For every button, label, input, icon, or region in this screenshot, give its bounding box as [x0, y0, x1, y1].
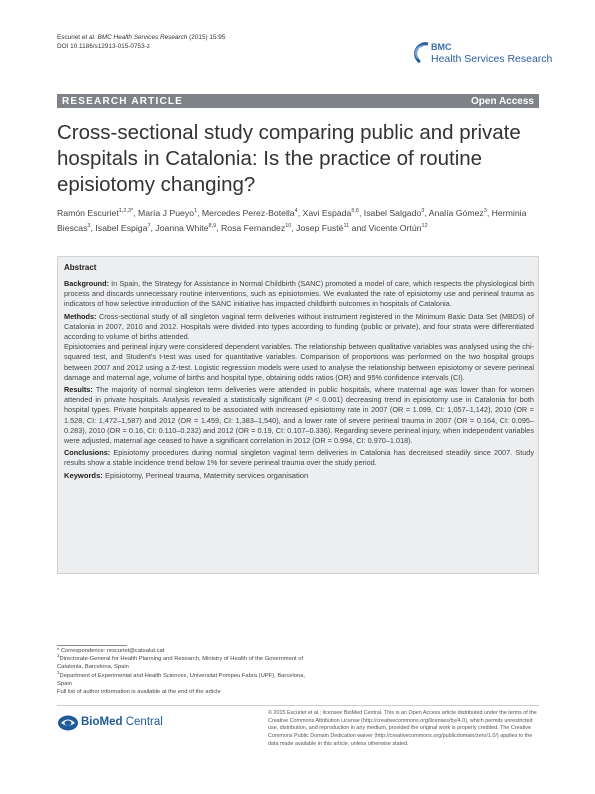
- abstract-body: [64, 279, 534, 483]
- biomed-central-swirl-icon: [57, 714, 79, 732]
- author: Ramón Escuriet$^{1,2,3*}$: [57, 208, 134, 218]
- affiliation-1: $^1$Directorate-General for Health Planning and Research, Ministry of Health of the Government of Catalonia, Barcelona, Spain: [57, 653, 304, 671]
- author: Joanna White$^{8,9}$: [155, 222, 217, 233]
- author: and Vicente Ortún$^{12}$: [351, 222, 428, 233]
- keywords: Keywords: Episiotomy, Perineal trauma, Maternity services organisation: [64, 470, 309, 480]
- journal-logo: [414, 42, 553, 72]
- abstract-background: Background: In Spain, the Strategy for Assistance in Normal Childbirth (SANC) promoted a model of care, which respects the physiological birth process and discards unnecessary routine interventions, such as episiotomies. We evaluated the rate of episiotomy use and perineal trauma as indicators of how selective introduction of the SANC initiative has impacted childbirth outcomes in hospitals of Catalonia.: [64, 279, 535, 309]
- footer-divider: [57, 705, 539, 706]
- author: Xavi Espada$^{5,6}$: [302, 208, 359, 218]
- publisher-logo: [57, 712, 187, 734]
- license-text: © 2015 Escuriet et al.; licensee BioMed Central. This is an Open Access article distributed under the terms of the Creative Commons Attribution License (http://creativecommons.org/licenses/by/4.0), which permits unrestricted use, distribution, and reproduction in any medium, provided the original work is properly credited. The Creative Commons Public Domain Dedication waiver (http://creativecommons.org/publicdomain/zero/1.0/) applies to the data made available in this article, unless otherwise stated.: [268, 710, 537, 747]
- footnotes: [57, 647, 317, 696]
- footnote-divider: [57, 645, 127, 646]
- author: María J Pueyo$^1$: [138, 208, 198, 218]
- full-author-info-note: Full list of author information is available at the end of the article: [57, 689, 221, 696]
- article-type-banner: [57, 94, 539, 108]
- correspondence: * Correspondence: rescuriet@catsalut.cat: [57, 648, 165, 654]
- article-title: Cross-sectional study comparing public and private hospitals in Catalonia: Is the practice of routine episiotomy changing?: [57, 121, 521, 196]
- citation-header: [57, 33, 225, 51]
- abstract-heading: Abstract: [64, 263, 97, 272]
- author: Mercedes Perez-Botella$^4$: [201, 208, 298, 218]
- article-type: RESEARCH ARTICLE: [62, 95, 184, 107]
- citation-line-1: Escuriet et al. BMC Health Services Research (2015) 15:95: [57, 34, 226, 41]
- author: Isabel Salgado$^3$: [363, 208, 425, 218]
- author: Isabel Espiga$^7$: [95, 222, 151, 233]
- publisher-name: BioMed Central: [81, 716, 163, 728]
- author: Rosa Fernandez$^{10}$: [220, 222, 292, 233]
- abstract-results: Results: The majority of normal singleton term deliveries were attended in public hospitals, where maternal age was lower than for women attended in private hospitals. Analysis revealed a statistically significant (P < 0.001) decreasing trend in episiotomy use in Catalonia for both hospital types. Private hospitals appeared to be associated with increased episiotomy rate in 2007 (OR = 1.099, CI: 1,057–1,142), 2010 (OR = 1.528, CI: 1,472–1,587) and 2012 (OR = 1.459, CI: 1,383–1,540), and a lower rate of severe perineal trauma in 2007 (OR = 0.164, CI: 0.095–0.283), 2010 (OR = 0.16, CI: 0.110–0.232) and 2012 (OR = 0.19, CI: 0.107–0.336). Regarding severe perineal injury, when independent variables were adjusted, maternal age ceased to have a significant correlation in 2012 (OR = 0.994, CI: 0.970–1.018).: [64, 385, 534, 446]
- abstract-conclusions: Conclusions: Episiotomy procedures during normal singleton vaginal term deliveries in Catalonia has decreased steadily since 2007. Study results show a stable incidence trend below 1% for severe perineal trauma over the study period.: [64, 448, 534, 468]
- author-list: Ramón Escuriet$^{1,2,3*}$, María J Pueyo$^1$, Mercedes Perez-Botella$^4$, Xavi Espada$^{5,6}$, Isabel Salgado$^3$, Analía Gómez$^3$, Herminia Biescas$^3$, Isabel Espiga$^7$, Joanna White$^{8,9}$, Rosa Fernandez$^{10}$, Josep Fusté$^{11}$ and Vicente Ortún$^{12}$: [57, 208, 527, 233]
- journal-logo-name: Health Services Research: [431, 53, 553, 65]
- open-access-label: Open Access: [471, 95, 534, 107]
- author: Herminia Biescas$^3$: [57, 208, 527, 233]
- author: Josep Fusté$^{11}$: [296, 222, 350, 233]
- abstract-box: [57, 256, 539, 574]
- author: Analía Gómez$^3$: [428, 208, 487, 218]
- doi: DOI 10.1186/s12913-015-0753-z: [57, 43, 150, 50]
- journal-logo-bmc: BMC: [431, 42, 452, 52]
- abstract-methods: Methods: Cross-sectional study of all singleton vaginal term deliveries without instrument registered in the Minimum Basic Data Set (MBDS) of Catalonia in 2007, 2010 and 2012. Hospitals were divided into types according to funding (public or private), and four strata were differentiated according to volume of births attended. Episiotomies and perineal injury were considered dependent variables. The relationship between qualitative variables was analysed using the chi-squared test, and Student's t-test was used for quantitative variables. Comparison of proportions was performed on the two hospital groups between 2007 and 2012 using a Z-test. Logistic regression models were used to analyse the relationship between episiotomy or severe perineal damage and maternal age, volume of births and hospital type, obtaining odds ratios (OR) and 95% confidence intervals (CI).: [64, 311, 534, 382]
- affiliation-2: $^2$Department of Experimental and Health Sciences, Universitat Pompeu Fabra (UPF), Barcelona, Spain: [57, 669, 306, 687]
